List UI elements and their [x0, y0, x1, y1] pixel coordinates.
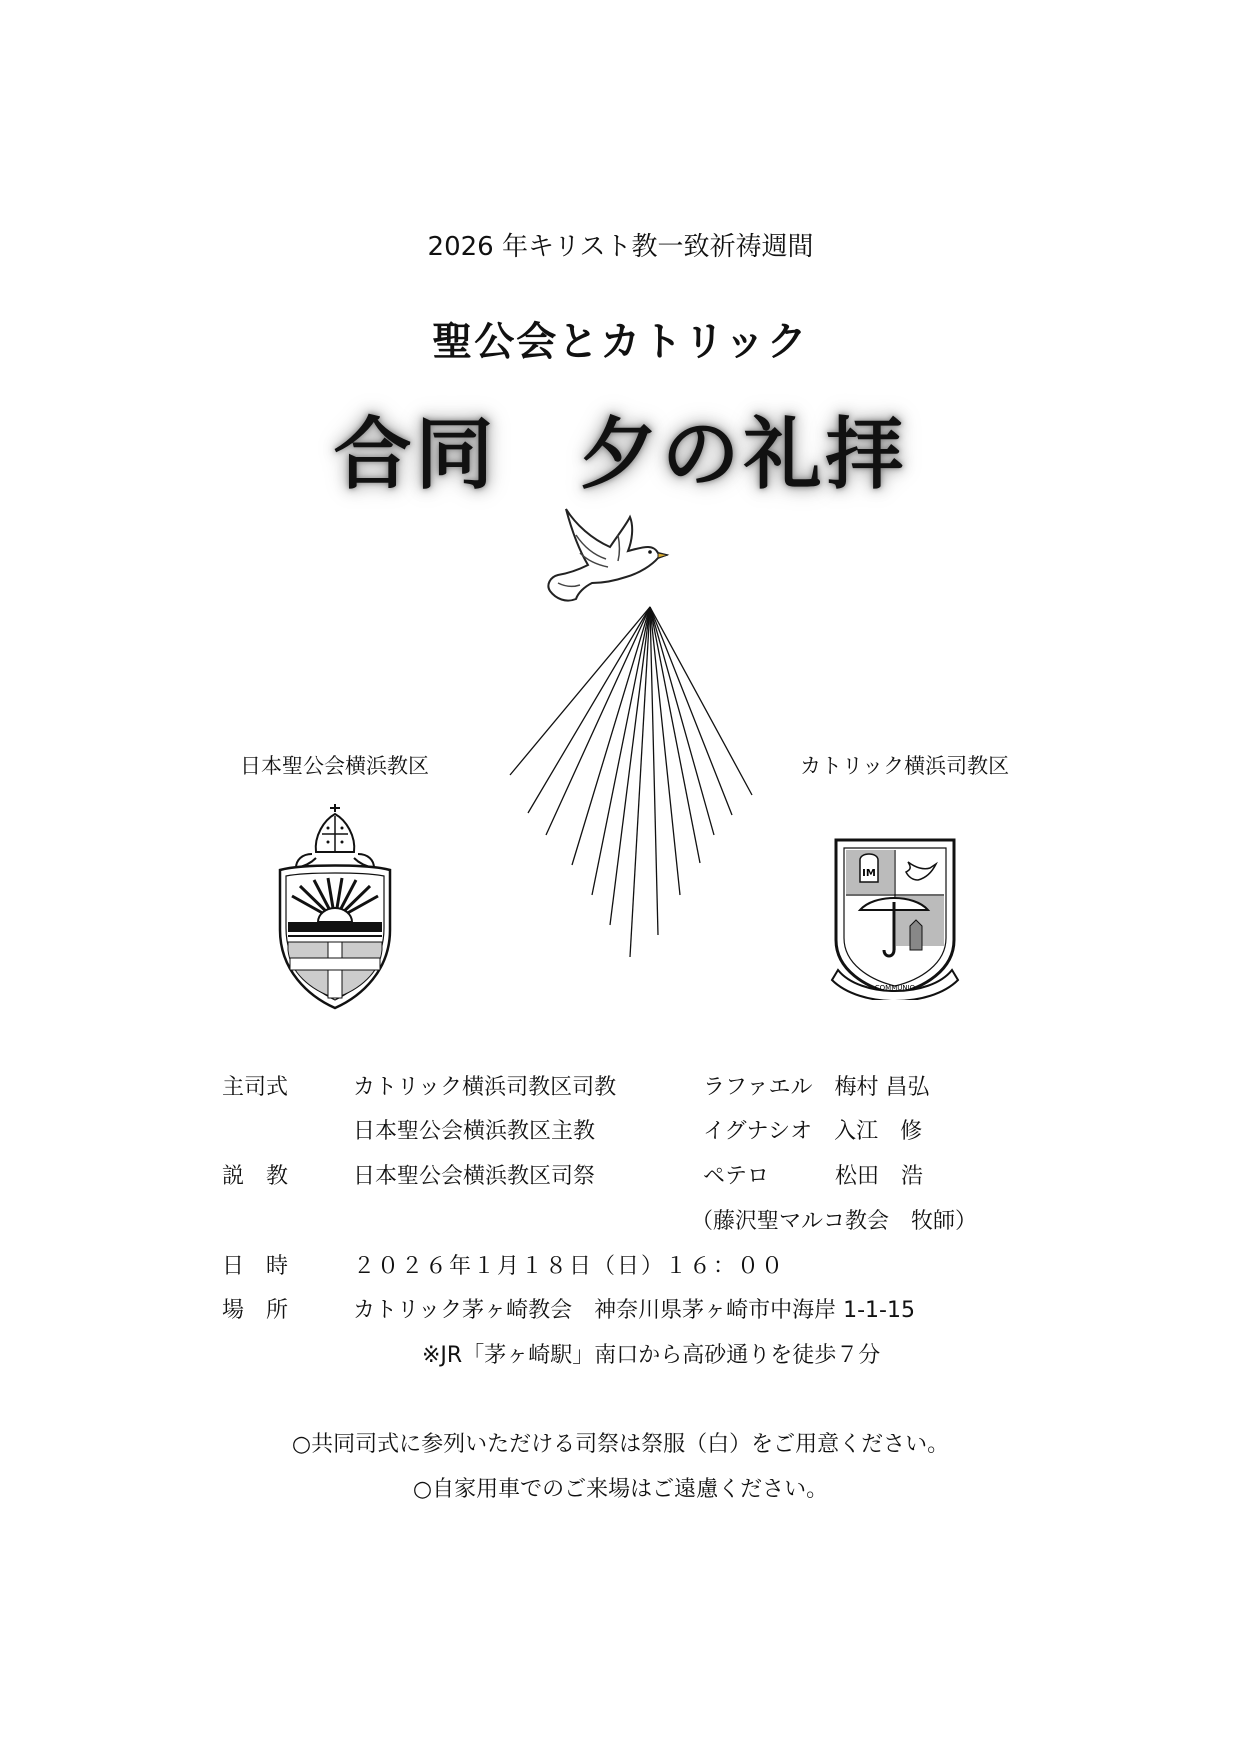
dove-icon — [548, 509, 668, 601]
officiant-name-1: ラファエル 梅村 昌弘 — [703, 1075, 930, 1100]
datetime-label: 日 時 — [222, 1254, 289, 1279]
officiant-label: 主司式 — [222, 1075, 289, 1100]
place-label: 場 所 — [222, 1298, 289, 1323]
catholic-diocese-label: カトリック横浜司教区 — [800, 754, 1010, 778]
sermon-role: 日本聖公会横浜教区司祭 — [353, 1164, 596, 1189]
sermon-affiliation: （藤沢聖マルコ教会 牧師） — [691, 1209, 978, 1234]
rising-sun-icon — [288, 878, 382, 936]
main-title: 合同 夕の礼拝 — [333, 410, 908, 500]
note-vestment: ○共同司式に参列いただける司祭は祭服（白）をご用意ください。 — [291, 1432, 950, 1457]
place-access: ※JR「茅ヶ崎駅」南口から高砂通りを徒歩７分 — [422, 1343, 881, 1368]
event-week-title: 2026 年キリスト教一致祈祷週間 — [427, 232, 814, 262]
officiant-role-2: 日本聖公会横浜教区主教 — [353, 1119, 596, 1144]
svg-text:COMMUNIO: COMMUNIO — [874, 984, 916, 992]
anglican-diocese-label: 日本聖公会横浜教区 — [240, 754, 429, 778]
sermon-name: ペテロ 松田 浩 — [703, 1164, 924, 1189]
shield-monogram — [860, 854, 878, 882]
place-value: カトリック茅ヶ崎教会 神奈川県茅ヶ崎市中海岸 1-1-15 — [353, 1298, 915, 1323]
officiant-name-2: イグナシオ 入江 修 — [703, 1119, 923, 1144]
svg-text:IM: IM — [862, 868, 876, 879]
note-parking: ○自家用車でのご来場はご遠慮ください。 — [412, 1477, 829, 1502]
dove-illustration — [480, 495, 780, 965]
catholic-diocese-emblem — [820, 830, 970, 1000]
sermon-label: 説 教 — [222, 1164, 289, 1189]
datetime-value: ２０２６年１月１８日（日）１６：００ — [353, 1254, 786, 1279]
officiant-role-1: カトリック横浜司教区司教 — [353, 1075, 617, 1100]
mitre-icon — [296, 804, 374, 868]
cross-icon — [288, 942, 382, 998]
subtitle: 聖公会とカトリック — [432, 319, 809, 365]
light-rays — [510, 607, 752, 957]
anglican-diocese-emblem — [272, 800, 398, 1012]
